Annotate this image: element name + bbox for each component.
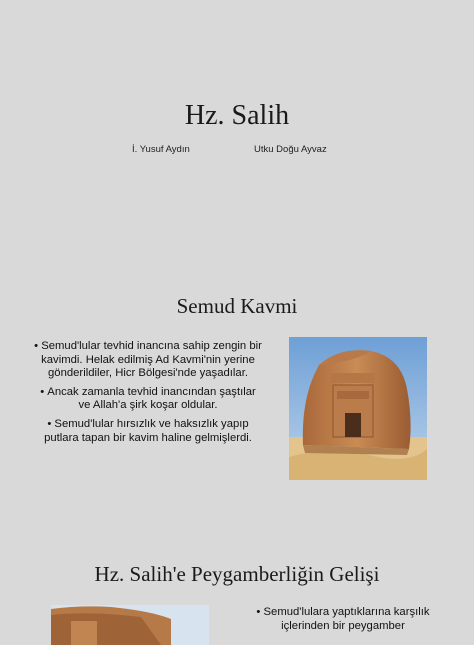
author-name: Utku Doğu Ayvaz [254, 144, 327, 155]
slide-semud-kavmi [0, 262, 474, 520]
bullet-item: • Semud'lulara yaptıklarına karşılık içlerinden bir peygamber [238, 606, 448, 633]
rock-photo [51, 605, 209, 645]
presentation-title: Hz. Salih [184, 100, 290, 131]
bullet-item: • Ancak zamanla tevhid inancından şaştılar ve Allah'a şirk koşar oldular. [34, 386, 262, 413]
bullet-item: • Semud'lular hırsızlık ve haksızlık yapıp putlara tapan bir kavim haline gelmişlerdi. [34, 418, 262, 445]
slide-heading: Semud Kavmi [176, 294, 298, 318]
rock-tomb-photo [289, 337, 427, 480]
author-name: İ. Yusuf Aydın [132, 144, 190, 155]
slide-heading: Hz. Salih'e Peygamberliğin Gelişi [94, 562, 380, 586]
slide-peygamberlik [0, 520, 474, 632]
slide-title [0, 0, 474, 262]
bullet-item: • Semud'lular tevhid inancına sahip zengin bir kavimdi. Helak edilmiş Ad Kavmi'nin yerine gönderildiler, Hicr Bölgesi'nde yaşadılar. [34, 340, 262, 381]
bullet-list [34, 340, 262, 450]
bullet-list [238, 606, 448, 638]
